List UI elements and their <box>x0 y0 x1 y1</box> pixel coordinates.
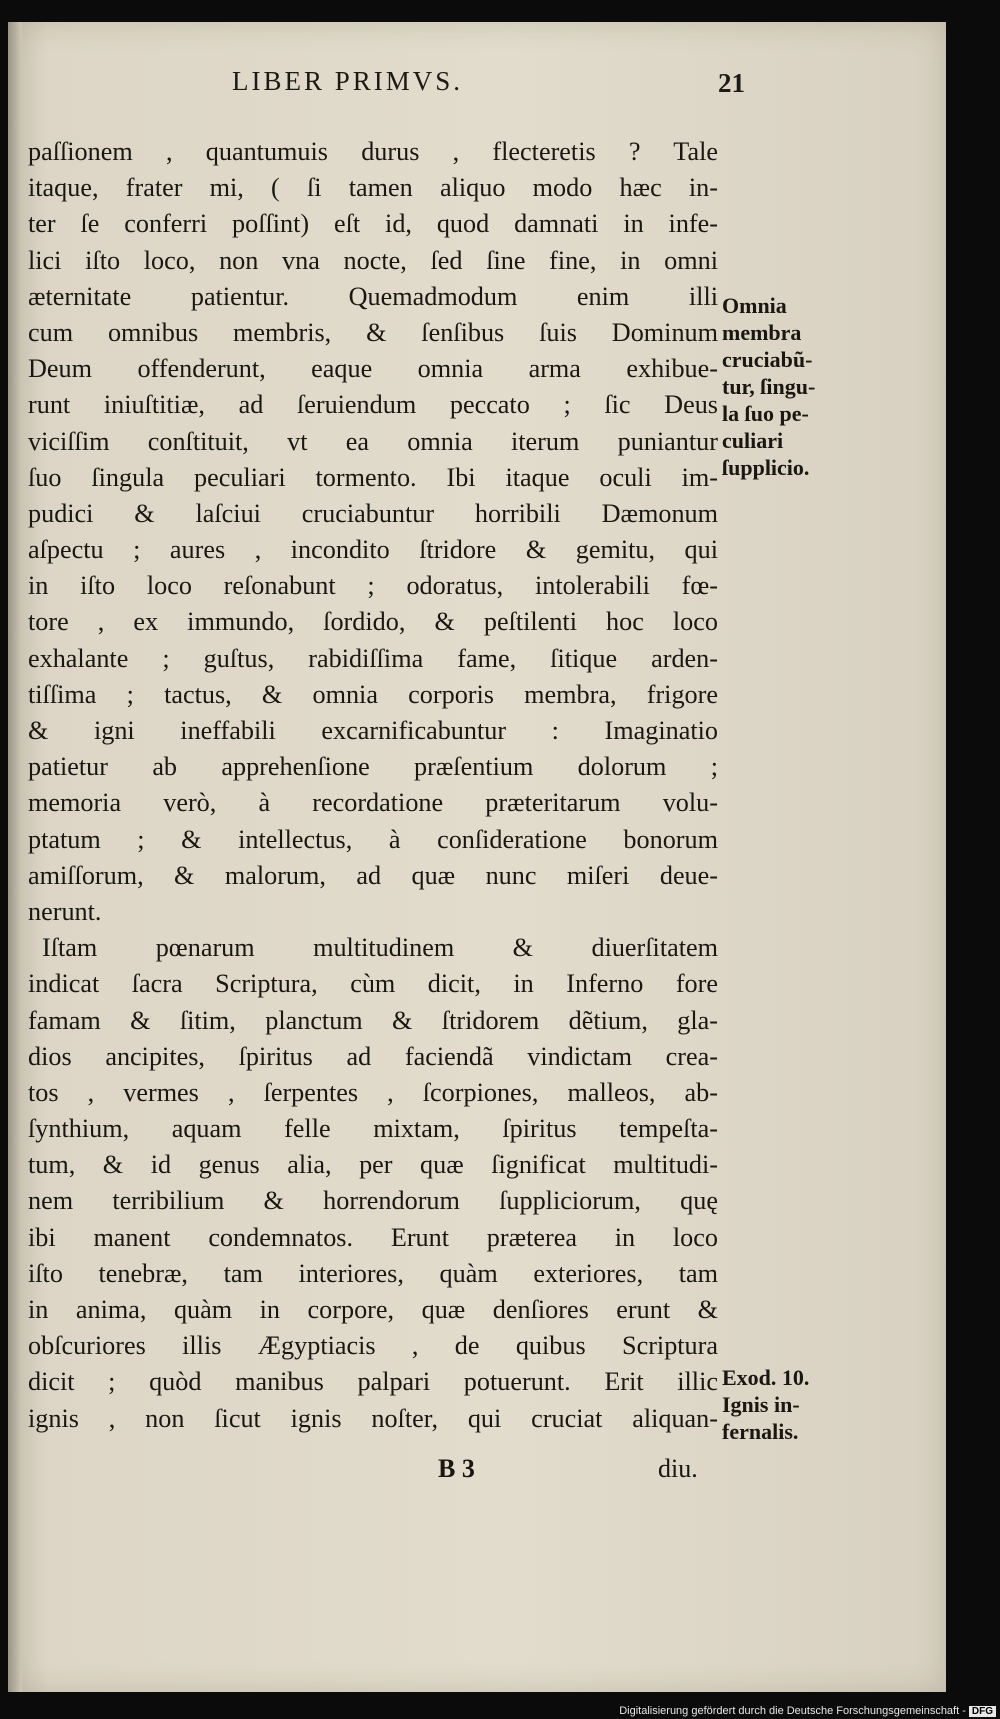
margin-note-line: Exod. 10. <box>722 1365 810 1390</box>
margin-note-ignis-infernalis <box>722 1364 922 1445</box>
text-line: tore , ex immundo, ſordido, & peſtilenti hoc loco <box>28 607 718 637</box>
text-line: memoria verò, à recordatione præteritarum volu- <box>28 788 718 818</box>
paragraph-start-line: Iſtam pœnarum multitudinem & diuerſitatem <box>42 933 718 963</box>
running-title: LIBER PRIMVS. <box>232 66 464 96</box>
margin-note-line: membra <box>722 320 802 345</box>
margin-note-omnia-membra <box>722 292 922 481</box>
text-line: ptatum ; & intellectus, à conſideratione bonorum <box>28 824 718 854</box>
text-line: pudici & laſciui cruciabuntur horribili Dæmonum <box>28 498 718 528</box>
margin-note-line: Omnia <box>722 293 787 318</box>
dfg-logo: DFG <box>969 1706 996 1717</box>
text-line: amiſſorum, & malorum, ad quæ nunc miſeri deue- <box>28 860 718 890</box>
text-line: lici iſto loco, non vna nocte, ſed ſine fine, in omni <box>28 245 718 275</box>
margin-note-line: tur, ſingu- <box>722 374 816 399</box>
text-line: nerunt. <box>28 896 102 926</box>
text-line: tiſſima ; tactus, & omnia corporis membra, frigore <box>28 679 718 709</box>
running-head <box>8 66 946 106</box>
text-line: & igni ineffabili excarnificabuntur : Imaginatio <box>28 716 718 745</box>
margin-note-line: ſupplicio. <box>722 455 810 480</box>
text-line: cum omnibus membris, & ſenſibus ſuis Dominum <box>28 317 718 347</box>
margin-note-line: la ſuo pe- <box>722 401 809 426</box>
text-line: dicit ; quòd manibus palpari potuerunt. Erit illic <box>28 1367 718 1397</box>
signature-mark: B 3 <box>438 1454 475 1483</box>
text-line: aſpectu ; aures , incondito ſtridore & gemitu, qui <box>28 535 718 565</box>
text-line: itaque, frater mi, ( ſi tamen aliquo modo hæc in- <box>28 173 718 203</box>
text-line: in anima, quàm in corpore, quæ denſiores erunt & <box>28 1295 718 1324</box>
digitization-credit <box>619 1705 996 1717</box>
text-line: nem terribilium & horrendorum ſuppliciorum, quę <box>28 1186 718 1216</box>
text-line: dios ancipites, ſpiritus ad faciendã vindictam crea- <box>28 1041 718 1071</box>
margin-note-line: fernalis. <box>722 1419 799 1444</box>
text-line: ignis , non ſicut ignis noſter, qui cruciat aliquan- <box>28 1403 718 1433</box>
margin-note-line: Ignis in- <box>722 1392 800 1417</box>
body-text <box>28 134 718 1437</box>
text-line: æternitate patientur. Quemadmodum enim illi <box>28 281 718 311</box>
margin-note-line: cruciabũ- <box>722 347 813 372</box>
text-line: ſuo ſingula peculiari tormento. Ibi itaque oculi im- <box>28 462 718 492</box>
text-line: famam & ſitim, planctum & ſtridorem dẽtium, gla- <box>28 1005 718 1035</box>
text-line: obſcuriores illis Ægyptiacis , de quibus Scriptura <box>28 1331 718 1361</box>
credit-text: Digitalisierung gefördert durch die Deutsche Forschungsgemeinschaft - <box>619 1705 966 1717</box>
text-line: in iſto loco reſonabunt ; odoratus, intolerabili fœ- <box>28 571 718 601</box>
text-line: ter ſe conferri poſſint) eſt id, quod damnati in infe- <box>28 209 718 239</box>
text-line: runt iniuſtitiæ, ad ſeruiendum peccato ; ſic Deus <box>28 390 718 420</box>
text-line: patietur ab apprehenſione præſentium dolorum ; <box>28 752 718 782</box>
text-line: Deum offenderunt, eaque omnia arma exhibue- <box>28 354 718 384</box>
catchword: diu. <box>658 1454 698 1483</box>
text-line: ſynthium, aquam felle mixtam, ſpiritus tempeſta- <box>28 1114 718 1144</box>
text-line: tum, & id genus alia, per quæ ſignificat multitudi- <box>28 1150 718 1180</box>
text-line: ibi manent condemnatos. Erunt præterea in loco <box>28 1222 718 1252</box>
page-number: 21 <box>718 68 745 98</box>
page-spine-shadow <box>8 22 22 1692</box>
text-line: paſſionem , quantumuis durus , flecteretis ? Tale <box>28 137 718 166</box>
text-line: indicat ſacra Scriptura, cùm dicit, in Inferno fore <box>28 969 718 999</box>
text-line: tos , vermes , ſerpentes , ſcorpiones, malleos, ab- <box>28 1077 718 1107</box>
book-page <box>8 22 946 1692</box>
text-line: exhalante ; guſtus, rabidiſſima fame, ſitique arden- <box>28 643 718 673</box>
text-line: viciſſim conſtituit, vt ea omnia iterum puniantur <box>28 426 718 456</box>
margin-note-line: culiari <box>722 428 784 453</box>
text-line: iſto tenebræ, tam interiores, quàm exteriores, tam <box>28 1258 718 1288</box>
